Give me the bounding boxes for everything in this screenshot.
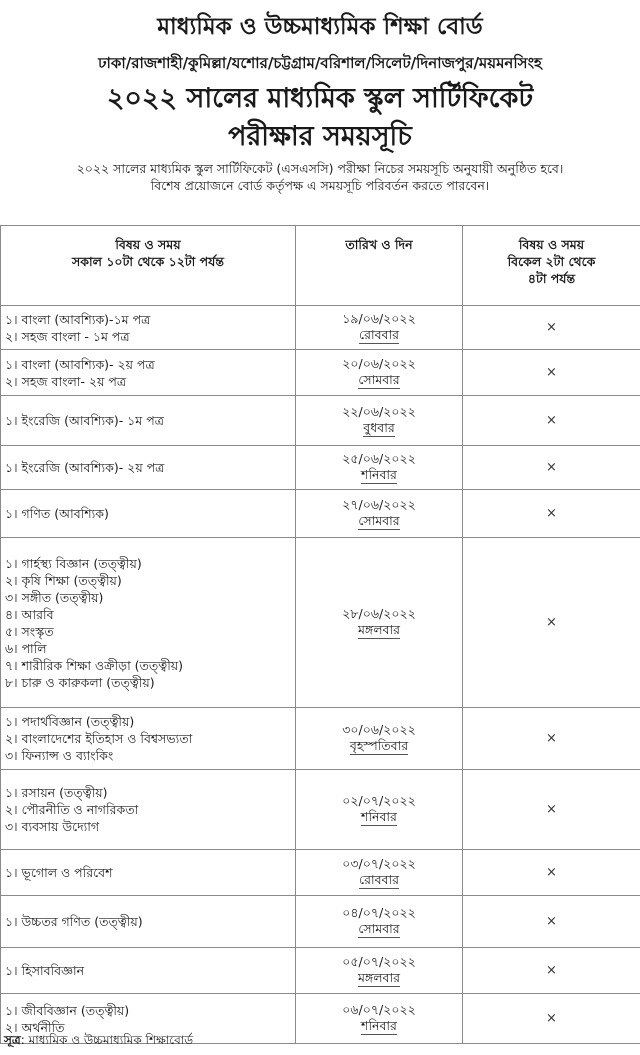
subject-item: ১। বাংলা (আবশ্যিক)- ২য় পত্র [5,356,155,372]
date-cell [296,306,463,350]
header-morning: বিষয় ও সময় সকাল ১০টা থেকে ১২টা পর্যন্ত [1,226,296,306]
cross-mark: × [546,802,557,817]
afternoon-cell [463,896,640,948]
afternoon-cell [463,396,640,446]
board-cities: ঢাকা/রাজশাহী/কুমিল্লা/যশোর/চট্টগ্রাম/বরিশাল/সিলেট/দিনাজপুর/ময়মনসিংহ [98,54,542,72]
table-row [1,708,640,770]
header-afternoon: বিষয় ও সময় বিকেল ২টা থেকে ৪টা পর্যন্ত [463,226,640,306]
afternoon-cell [463,446,640,490]
afternoon-cell [463,948,640,994]
table-row [1,896,640,948]
subject-item: ২। অর্থনীতি [5,1019,65,1035]
cross-mark: × [546,320,557,335]
header-date: তারিখ ও দিন [296,226,463,306]
exam-date: ২৭/০৬/২০২২ [342,497,416,512]
intro-line-2: বিশেষ প্রয়োজনে বোর্ড কর্তৃপক্ষ এ সময়সূচি পরিবর্তন করতে পারবেন। [150,178,490,193]
subject-item: ১। উচ্চতর গণিত (তত্ত্বীয়) [5,914,143,929]
date-cell [296,350,463,396]
table-row [1,446,640,490]
table-row [1,538,640,708]
date-cell [296,490,463,538]
subject-item: ১। হিসাববিজ্ঞান [5,963,85,978]
page-subtitle: পরীক্ষার সময়সূচি [228,121,412,152]
subject-item: ১। বাংলা (আবশ্যিক)-১ম পত্র [5,311,151,327]
subject-item: ১। ভূগোল ও পরিবেশ [5,865,113,880]
intro-line-1: ২০২২ সালের মাধ্যমিক স্কুল সার্টিফিকেট (এসএসসি) পরীক্ষা নিচের সময়সূচি অনুযায়ী অনুষ্ঠিত হবে। [76,161,564,176]
exam-date: ২০/০৬/২০২২ [342,356,416,371]
page-title: ২০২২ সালের মাধ্যমিক স্কুল সার্টিফিকেট [106,83,534,114]
date-cell [296,948,463,994]
subject-item: ১। গার্হস্থ্য বিজ্ঞান (তত্ত্বীয়) [5,555,142,571]
exam-day: সোমবার [358,513,400,528]
date-cell [296,850,463,896]
afternoon-cell [463,850,640,896]
source-label: সূত্র [4,1033,21,1047]
exam-date: ১৯/০৬/২০২২ [342,311,416,326]
exam-date: ২৮/০৬/২০২২ [342,606,416,621]
afternoon-cell [463,770,640,850]
exam-day: বৃহস্পতিবার [349,738,409,753]
table-row [1,350,640,396]
date-cell [296,994,463,1044]
cross-mark: × [546,1011,557,1026]
subject-item: ২। সহজ বাংলা- ২য় পত্র [5,373,127,389]
exam-date: ০৬/০৭/২০২২ [342,1002,416,1017]
intro-text [0,160,640,194]
subject-item: ৮। চারু ও কারুকলা (তত্ত্বীয়) [5,674,155,690]
subject-item: ১। জীববিজ্ঞান (তত্ত্বীয়) [5,1002,130,1018]
subject-item: ২। কৃষি শিক্ষা (তত্ত্বীয়) [5,572,122,588]
exam-day: সোমবার [358,921,400,936]
subject-item: ৫। সংস্কৃত [5,623,54,639]
date-cell [296,896,463,948]
subject-item: ১। ইংরেজি (আবশ্যিক)- ১ম পত্র [5,413,164,428]
schedule-body [1,306,640,1044]
subject-cell [1,708,296,770]
subject-cell [1,896,296,948]
exam-day: রোববার [359,872,399,887]
subject-cell [1,770,296,850]
exam-day: বুধবার [363,420,395,435]
subject-item: ১। গণিত (আবশ্যিক) [5,506,109,521]
subject-item: ৩। ব্যবসায় উদ্যোগ [5,819,100,834]
subject-cell [1,490,296,538]
exam-date: ২২/০৬/২০২২ [342,404,416,419]
subject-item: ১। ইংরেজি (আবশ্যিক)- ২য় পত্র [5,460,165,475]
cross-mark: × [546,963,557,978]
table-row [1,948,640,994]
table-row [1,306,640,350]
subject-item: ১। রসায়ন (তত্ত্বীয়) [5,785,108,800]
date-cell [296,396,463,446]
afternoon-cell [463,708,640,770]
table-row [1,770,640,850]
cross-mark: × [546,413,557,428]
cross-mark: × [546,914,557,929]
subject-item: ৬। পালি [5,640,47,656]
date-cell [296,538,463,708]
exam-date: ২৫/০৬/২০২২ [342,451,416,466]
date-cell [296,770,463,850]
subject-item: ২। পৌরনীতি ও নাগরিকতা [5,802,139,817]
cross-mark: × [546,365,557,380]
source-text: : মাধ্যমিক ও উচ্চমাধ্যমিক শিক্ষাবোর্ড [20,1033,194,1047]
schedule-table [0,225,640,1044]
exam-date: ৩০/০৬/২০২২ [342,722,416,737]
source-note [4,1030,193,1050]
table-row [1,850,640,896]
cross-mark: × [546,460,557,475]
subject-cell [1,850,296,896]
table-row [1,396,640,446]
subject-cell [1,948,296,994]
date-cell [296,708,463,770]
subject-item: ৩। ফিন্যান্স ও ব্যাংকিং [5,748,114,763]
exam-day: মঙ্গলবার [357,622,400,637]
subject-cell [1,446,296,490]
exam-day: রোববার [359,327,399,342]
exam-day: সোমবার [358,372,400,387]
exam-day: শনিবার [361,1018,397,1033]
subject-item: ২। বাংলাদেশের ইতিহাস ও বিশ্বসভ্যতা [5,731,193,746]
afternoon-cell [463,994,640,1044]
subject-item: ২। সহজ বাংলা - ১ম পত্র [5,328,130,344]
subject-cell [1,306,296,350]
exam-date: ০৩/০৭/২০২২ [342,856,416,871]
exam-day: মঙ্গলবার [357,970,400,985]
table-header-row [1,226,640,306]
afternoon-cell [463,350,640,396]
board-name: মাধ্যমিক ও উচ্চমাধ্যমিক শিক্ষা বোর্ড [157,14,483,40]
subject-cell [1,538,296,708]
date-cell [296,446,463,490]
afternoon-cell [463,306,640,350]
exam-date: ০৫/০৭/২০২২ [342,954,416,969]
exam-day: শনিবার [361,809,397,824]
subject-cell [1,396,296,446]
table-row [1,490,640,538]
cross-mark: × [546,865,557,880]
afternoon-cell [463,490,640,538]
subject-item: ১। পদার্থবিজ্ঞান (তত্ত্বীয়) [5,714,135,729]
subject-cell [1,350,296,396]
exam-date: ০২/০৭/২০২২ [342,793,416,808]
cross-mark: × [546,506,557,521]
exam-date: ০৪/০৭/২০২২ [342,905,416,920]
cross-mark: × [546,615,557,630]
exam-day: শনিবার [361,467,397,482]
subject-item: ৩। সঙ্গীত (তত্ত্বীয়) [5,589,104,605]
afternoon-cell [463,538,640,708]
subject-item: ৪। আরবি [5,606,54,622]
cross-mark: × [546,731,557,746]
subject-item: ৭। শারীরিক শিক্ষা ওক্রীড়া (তত্ত্বীয়) [5,657,184,673]
